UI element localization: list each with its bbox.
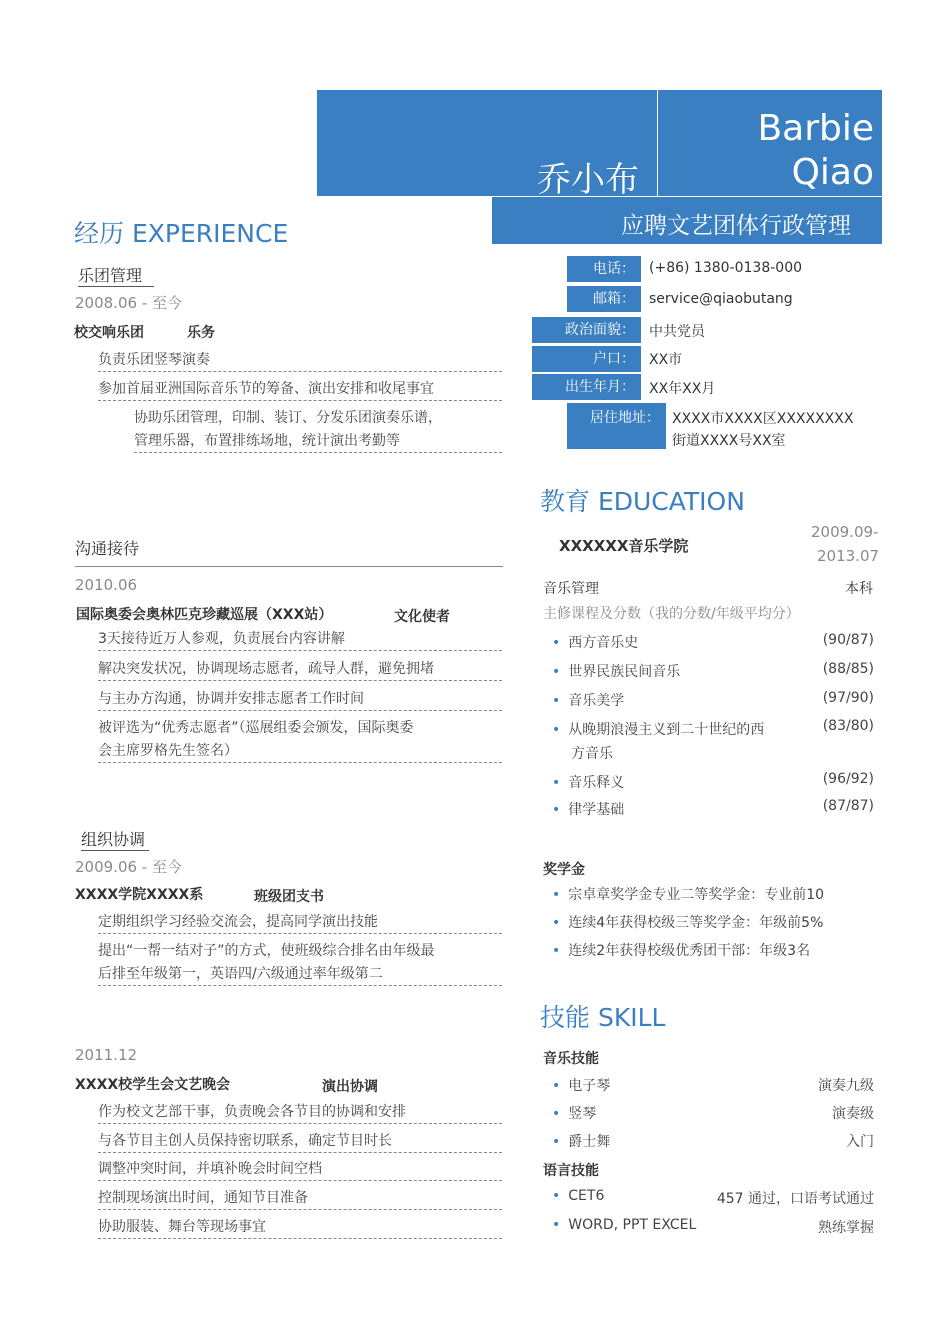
list-item: 参加首届亚洲国际音乐节的筹备、演出安排和收尾事宜	[98, 378, 502, 401]
list-item: • 从晚期浪漫主义到二十世纪的西	[552, 722, 765, 738]
language-skills-title: 语言技能	[543, 1163, 599, 1179]
school-name: XXXXXX音乐学院	[559, 537, 689, 555]
name-english-first: Barbie	[757, 108, 874, 149]
role-title: 组织协调	[81, 827, 149, 851]
hukou-value: XX市	[649, 352, 683, 368]
list-item: • 宗卓章奖学金专业二等奖学金：专业前10	[552, 887, 825, 903]
list-item: 3天接待近万人参观，负责展台内容讲解	[98, 628, 502, 651]
entry-date: 2011.12	[75, 1046, 138, 1064]
list-item: 调整冲突时间，并填补晚会时间空档	[98, 1158, 502, 1181]
entry-date: 2009.06 - 至今	[75, 858, 182, 876]
address-value-line1: XXXX市XXXX区XXXXXXXX	[672, 411, 854, 427]
list-item: • 世界民族民间音乐	[552, 664, 681, 680]
entry-date: 2008.06 - 至今	[75, 294, 182, 312]
list-item: • CET6	[552, 1188, 605, 1204]
list-item: 负责乐团竖琴演奏	[98, 349, 502, 372]
phone-value[interactable]: (+86) 1380-0138-000	[649, 260, 803, 276]
name-english-last: Qiao	[791, 152, 874, 193]
list-item: 与各节目主创人员保持密切联系，确定节目时长	[98, 1130, 502, 1153]
list-item: 作为校文艺部干事，负责晚会各节目的协调和安排	[98, 1101, 502, 1124]
list-item: • 音乐释义	[552, 775, 625, 791]
list-item-continued: 方音乐	[571, 746, 613, 762]
birth-value: XX年XX月	[649, 381, 716, 397]
email-label: 邮箱：	[567, 286, 641, 312]
list-item: • 爵士舞	[552, 1134, 611, 1150]
role-title: 乐团管理	[78, 263, 154, 287]
org-name: 国际奥委会奥林匹克珍藏巡展（XXX站）	[76, 607, 333, 623]
position-name: 文化使者	[394, 609, 450, 625]
list-item: • WORD, PPT EXCEL	[552, 1217, 697, 1233]
course-score: (88/85)	[822, 661, 874, 677]
divider	[75, 566, 503, 567]
list-item: • 音乐美学	[552, 693, 625, 709]
email-value[interactable]: service@qiaobutang	[649, 291, 793, 307]
list-item: • 连续2年获得校级优秀团干部：年级3名	[552, 943, 811, 959]
skill-level: 演奏级	[832, 1106, 874, 1122]
hukou-label: 户口：	[532, 346, 641, 372]
list-item: 协助服装、舞台等现场事宜	[98, 1216, 502, 1239]
position-name: 班级团支书	[254, 889, 324, 905]
politics-value: 中共党员	[649, 324, 705, 340]
name-chinese: 乔小布	[537, 160, 639, 200]
edu-date-start: 2009.09-	[811, 523, 879, 541]
entry-date: 2010.06	[75, 576, 138, 594]
skills-heading: 技能 SKILL	[540, 1003, 666, 1032]
position-name: 乐务	[187, 325, 215, 341]
music-skills-title: 音乐技能	[543, 1051, 599, 1067]
skill-level: 熟练掌握	[818, 1220, 874, 1236]
list-item: • 电子琴	[552, 1078, 611, 1094]
course-score: (87/87)	[822, 798, 874, 814]
edu-date-end: 2013.07	[817, 547, 880, 565]
birth-label: 出生年月：	[532, 374, 641, 400]
skill-level: 演奏九级	[818, 1078, 874, 1094]
course-score: (97/90)	[822, 690, 874, 706]
politics-label: 政治面貌：	[532, 317, 641, 343]
list-item: 解决突发状况，协调现场志愿者，疏导人群，避免拥堵	[98, 658, 502, 681]
course-score: (90/87)	[822, 632, 874, 648]
skill-level: 457 通过，口语考试通过	[716, 1191, 874, 1207]
list-item: • 律学基础	[552, 802, 625, 818]
scholarship-title: 奖学金	[543, 862, 585, 878]
address-value-line2: 街道XXXX号XX室	[672, 433, 786, 449]
course-score: (83/80)	[822, 718, 874, 734]
list-item: 与主办方沟通，协调并安排志愿者工作时间	[98, 688, 502, 711]
list-item: 会主席罗格先生签名）	[98, 740, 502, 763]
list-item: • 连续4年获得校级三等奖学金：年级前5%	[552, 915, 824, 931]
list-item: • 西方音乐史	[552, 635, 639, 651]
org-name: 校交响乐团	[74, 325, 144, 341]
position-name: 演出协调	[322, 1079, 378, 1095]
list-item: 管理乐器，布置排练场地，统计演出考勤等	[134, 430, 502, 453]
major: 音乐管理	[543, 581, 599, 597]
courses-title: 主修课程及分数（我的分数/年级平均分）	[543, 606, 800, 622]
org-name: XXXX学院XXXX系	[75, 887, 204, 903]
course-score: (96/92)	[822, 771, 874, 787]
list-item: • 竖琴	[552, 1106, 597, 1122]
skill-level: 入门	[846, 1134, 874, 1150]
role-title: 沟通接待	[75, 539, 140, 558]
address-label: 居住地址：	[567, 403, 666, 449]
list-item: 后排至年级第一，英语四/六级通过率年级第二	[98, 963, 502, 986]
list-item: 定期组织学习经验交流会，提高同学演出技能	[98, 911, 502, 934]
org-name: XXXX校学生会文艺晚会	[75, 1077, 231, 1093]
list-item: 被评选为“优秀志愿者”（巡展组委会颁发，国际奥委	[98, 720, 414, 736]
education-heading: 教育 EDUCATION	[540, 487, 745, 516]
experience-heading: 经历 EXPERIENCE	[74, 219, 289, 248]
list-item: 提出“一帮一结对子”的方式，使班级综合排名由年级最	[98, 943, 435, 959]
list-item: 协助乐团管理，印制、装订、分发乐团演奏乐谱，	[134, 410, 442, 426]
degree: 本科	[845, 581, 873, 597]
job-title: 应聘文艺团体行政管理	[621, 213, 851, 239]
list-item: 控制现场演出时间，通知节目准备	[98, 1187, 502, 1210]
phone-label: 电话：	[567, 256, 641, 282]
